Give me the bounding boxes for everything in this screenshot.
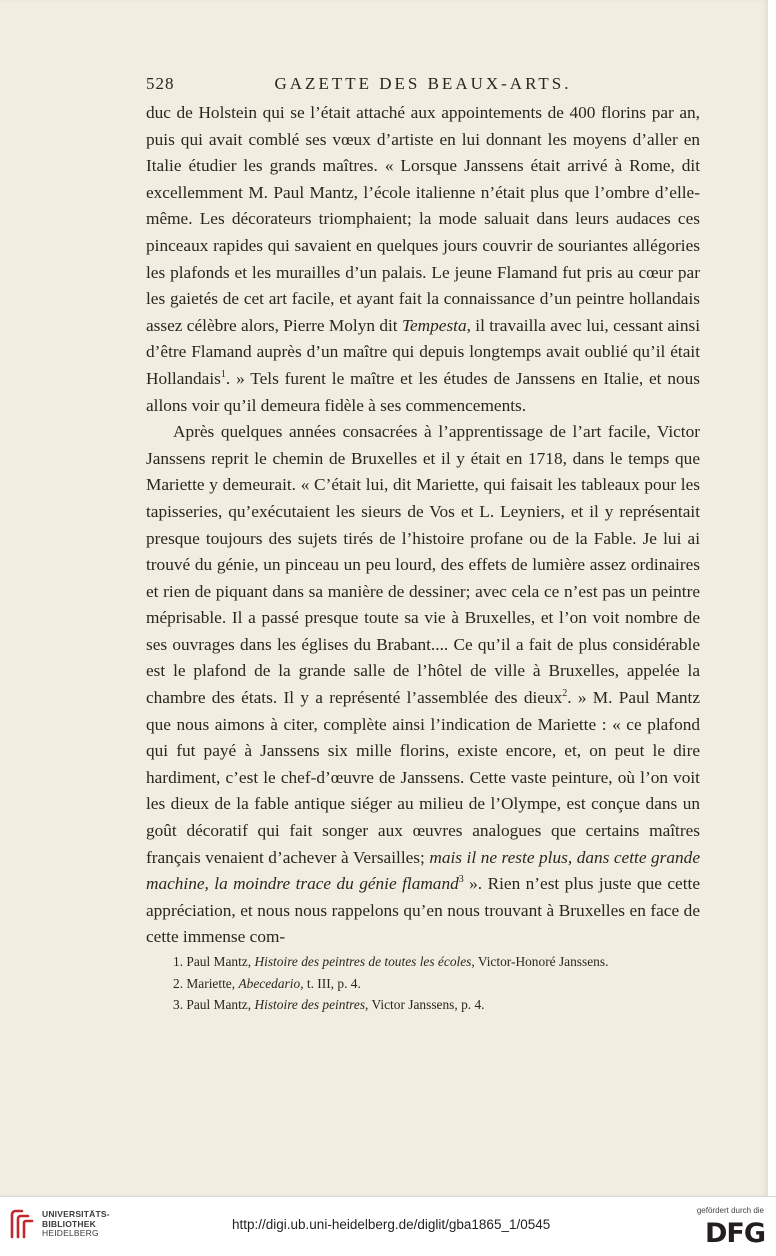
body-text <box>146 100 700 951</box>
italic-text: Tempesta <box>401 315 467 335</box>
library-name[interactable] <box>42 1210 110 1239</box>
paragraph-2 <box>146 419 700 951</box>
footnote-ref: 1 <box>220 369 226 381</box>
italic-text: Abecedario <box>238 975 301 991</box>
italic-text: Histoire des peintres <box>254 997 366 1012</box>
footnote-ref: 3 <box>458 874 464 886</box>
viewer-footer <box>0 1196 776 1256</box>
dfg-logo[interactable]: DFG <box>704 1218 765 1249</box>
funding-note: gefördert durch die <box>696 1206 764 1215</box>
text-run: 1. Paul Mantz, <box>173 954 255 969</box>
text-run: , t. III, p. 4. <box>300 975 361 991</box>
paragraph-1 <box>146 100 700 419</box>
journal-title: GAZETTE DES BEAUX-ARTS. <box>274 74 572 93</box>
footnote-3 <box>146 994 700 1016</box>
italic-text: Histoire des peintres de toutes les écoles <box>254 954 472 969</box>
library-name-line2: BIBLIOTHEK <box>42 1218 96 1229</box>
library-name-line3: HEIDELBERG <box>42 1228 99 1238</box>
text-run: 3. Paul Mantz, <box>173 997 255 1012</box>
footnotes <box>146 951 700 1016</box>
library-name-line1: UNIVERSITÄTS- <box>42 1209 110 1219</box>
text-run: . » M. Paul Mantz que nous aimons à citer, complète ainsi l’indication de Mariette : « ce plafond qui fut payé à Janssens six mille florins, existe encore, et, on peut le dire hardiment, c’est le chef-d’œuvre de Janssens. Cette vaste peinture, où l’on voit les dieux de la fable antique siéger au milieu de l’Olympe, est conçue dans un goût décoratif qui fait songer aux œuvres analogues que certains maîtres français venaient d’achever à Versailles; <box>146 688 700 867</box>
page-number: 528 <box>146 74 175 93</box>
permalink-url[interactable]: http://digi.ub.uni-heidelberg.de/diglit/gba1865_1/0545 <box>232 1217 551 1232</box>
text-run: . » Tels furent le maître et les études de Janssens en Italie, et nous allons voir qu’il demeura fidèle à ses commencements. <box>146 368 700 415</box>
running-header <box>146 74 700 98</box>
text-run: 2. Mariette, <box>173 975 239 991</box>
text-run: ». Rien n’est plus juste que cette appréciation, et nous nous rappelons qu’en nous trouvant à Bruxelles en face de cette immense com- <box>146 874 700 947</box>
text-run: , Victor Janssens, p. 4. <box>365 997 485 1012</box>
italic-text: mais il ne reste plus, dans cette grande machine, la moindre trace du génie flamand <box>146 847 700 894</box>
university-library-logo-icon <box>8 1207 36 1241</box>
text-run: , il travailla avec lui, cessant ainsi d’être Flamand auprès d’un maître qui depuis longtemps avait oublié qu’il était Hollandais <box>146 315 700 388</box>
text-run: duc de Holstein qui se l’était attaché aux appointements de 400 florins par an, puis qui avait comblé ses vœux d’artiste en lui donnant les moyens d’aller en Italie étudier les grands maîtres. « Lorsque Janssens était arrivé à Rome, dit excellemment M. Paul Mantz, l’école italienne n’était plus que l’ombre d’elle-même. Les décorateurs triomphaient; la mode saluait dans leurs audaces ces pinceaux rapides qui savaient en quelques jours couvrir de souriantes allégories les plafonds et les murailles d’un palais. Le jeune Flamand fut pris au cœur par les gaietés de cet art facile, et ayant fait la connaissance d’un peintre hollandais assez célèbre alors, Pierre Molyn dit <box>146 103 700 335</box>
text-run: Après quelques années consacrées à l’apprentissage de l’art facile, Victor Janssens reprit le chemin de Bruxelles et il y était en 1718, dans le temps que Mariette y demeurait. « C’était lui, dit Mariette, qui faisait les tableaux pour les tapisseries, qu’exécutaient les sieurs de Vos et L. Leyniers, et il y représentait presque toujours des sujets tirés de l’histoire profane ou de la Fable. Je lui ai trouvé du génie, un pinceau un peu lourd, des effets de lumière assez ordinaires et rien de piquant dans sa manière de dessiner; avec cela ce n’est pas un peintre méprisable. Il a passé presque toute sa vie à Bruxelles, et l’on voit nombre de ses ouvrages dans les églises du Brabant.... Ce qu’il a fait de plus considérable est le plafond de la grande salle de l’hôtel de ville à Bruxelles, appelée la chambre des états. Il y a représenté l’assemblée des dieux <box>146 422 700 708</box>
footnote-2 <box>146 973 700 995</box>
footnote-1 <box>146 951 700 973</box>
text-run: , Victor-Honoré Janssens. <box>471 954 609 969</box>
footnote-ref: 2 <box>562 688 568 700</box>
